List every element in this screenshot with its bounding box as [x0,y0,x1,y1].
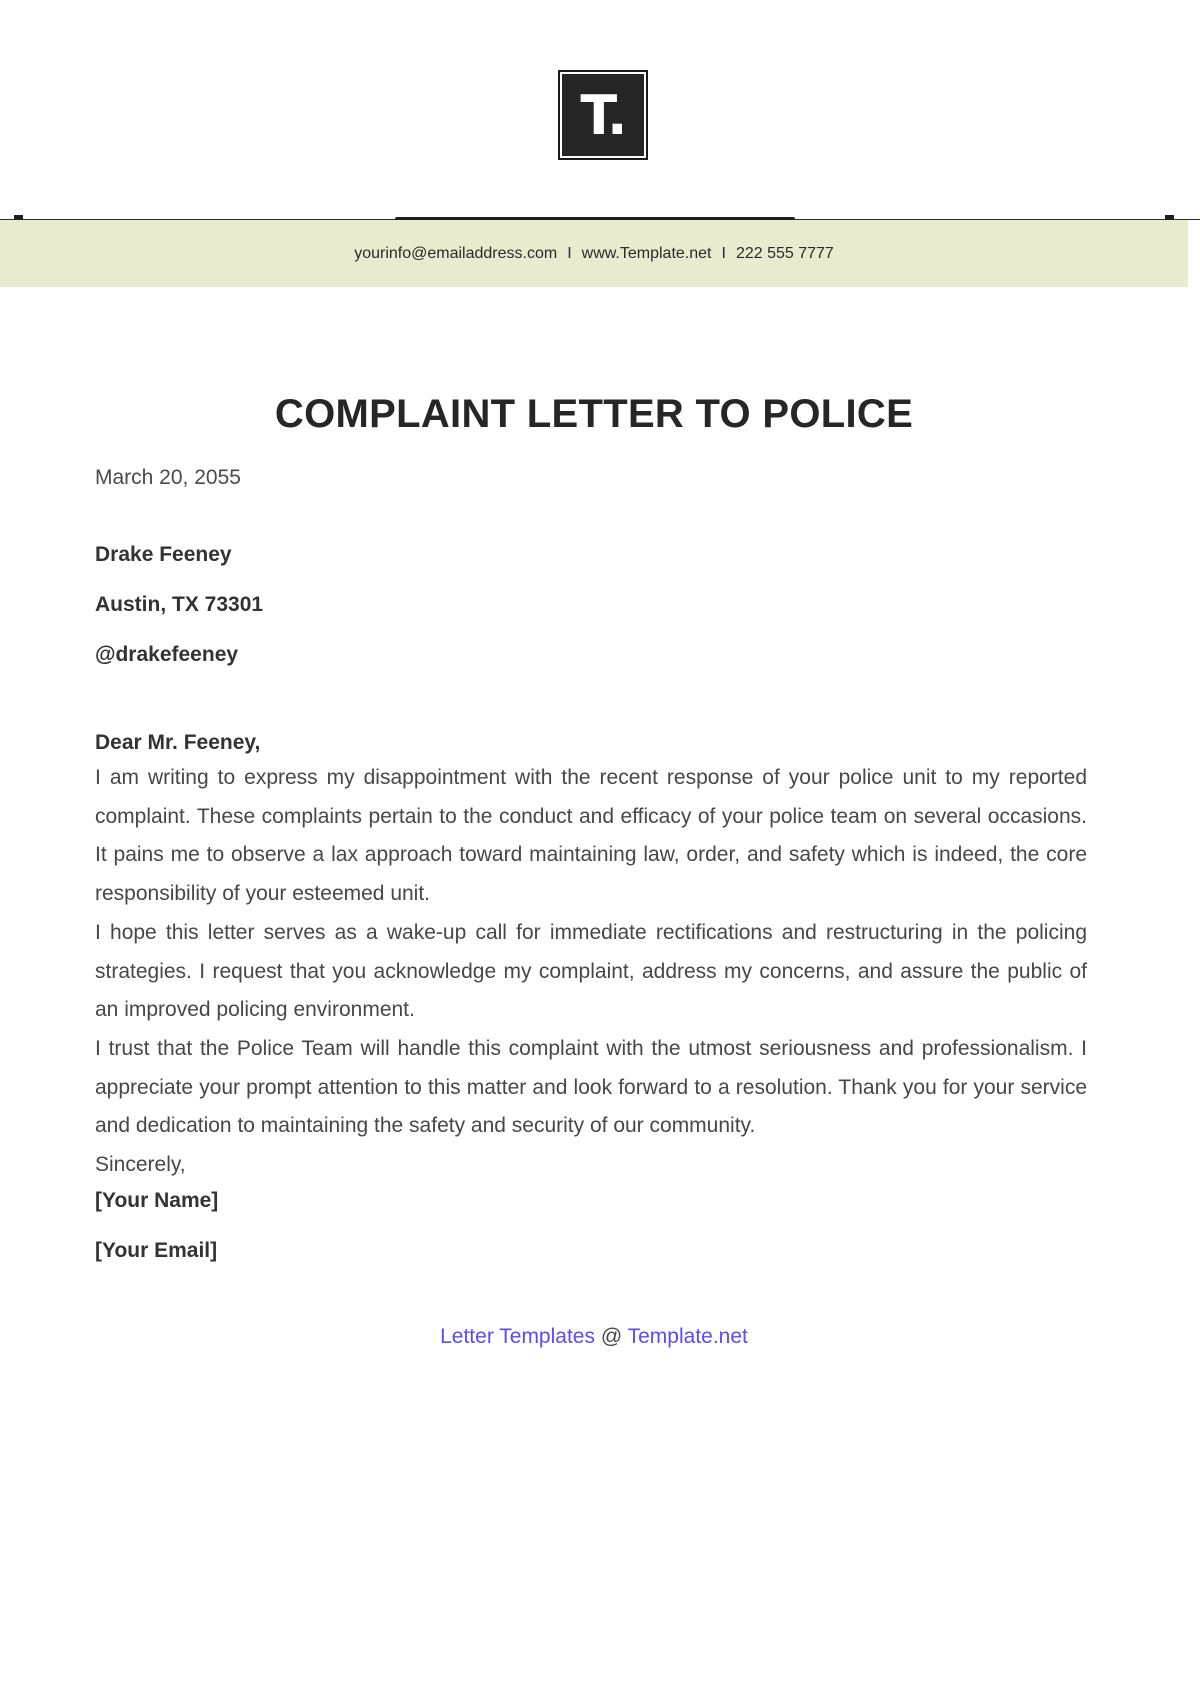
contact-band [0,220,1188,287]
logo-frame [558,70,648,160]
letter-body [95,466,1087,1263]
footer-link-template-net[interactable]: Template.net [627,1325,748,1348]
footer-link-letter-templates[interactable]: Letter Templates [440,1325,595,1348]
paragraph-1: I am writing to express my disappointment with the recent response of your police unit to my reported complaint. These complaints pertain to the conduct and efficacy of your police team on several occasions. It pains me to observe a lax approach toward maintaining law, order, and safety which is indeed, the core responsibility of your esteemed unit. [95,766,1087,906]
paragraph-3: I trust that the Police Team will handle this complaint with the utmost seriousness and professionalism. I appreciate your prompt attention to this matter and look forward to a resolution. Thank you for your service and dedication to maintaining the safety and security of our community. [95,1036,1087,1138]
letter-date: March 20, 2055 [95,466,241,489]
logo-mark: T. [562,74,644,156]
contact-email: yourinfo@emailaddress.com [354,244,558,262]
salutation: Dear Mr. Feeney, [95,731,261,754]
footer-credit [0,1325,1188,1349]
signature-email: [Your Email] [95,1238,218,1262]
contact-phone: 222 555 7777 [735,244,834,262]
signature-name: [Your Name] [95,1188,219,1212]
recipient-name: Drake Feeney [95,543,232,566]
contact-separator: I [567,244,572,262]
contact-separator: I [721,244,726,262]
logo [558,70,648,160]
recipient-handle: @drakefeeney [95,643,239,666]
page-title: COMPLAINT LETTER TO POLICE [274,392,914,436]
footer-at: @ [600,1325,623,1348]
closing: Sincerely, [95,1153,186,1177]
paragraph-2: I hope this letter serves as a wake-up call for immediate rectifications and restructuring in the policing strategies. I request that you acknowledge my complaint, address my concerns, and assure the public of an improved policing environment. [95,920,1087,1022]
recipient-address: Austin, TX 73301 [95,593,264,616]
contact-website: www.Template.net [581,244,712,262]
